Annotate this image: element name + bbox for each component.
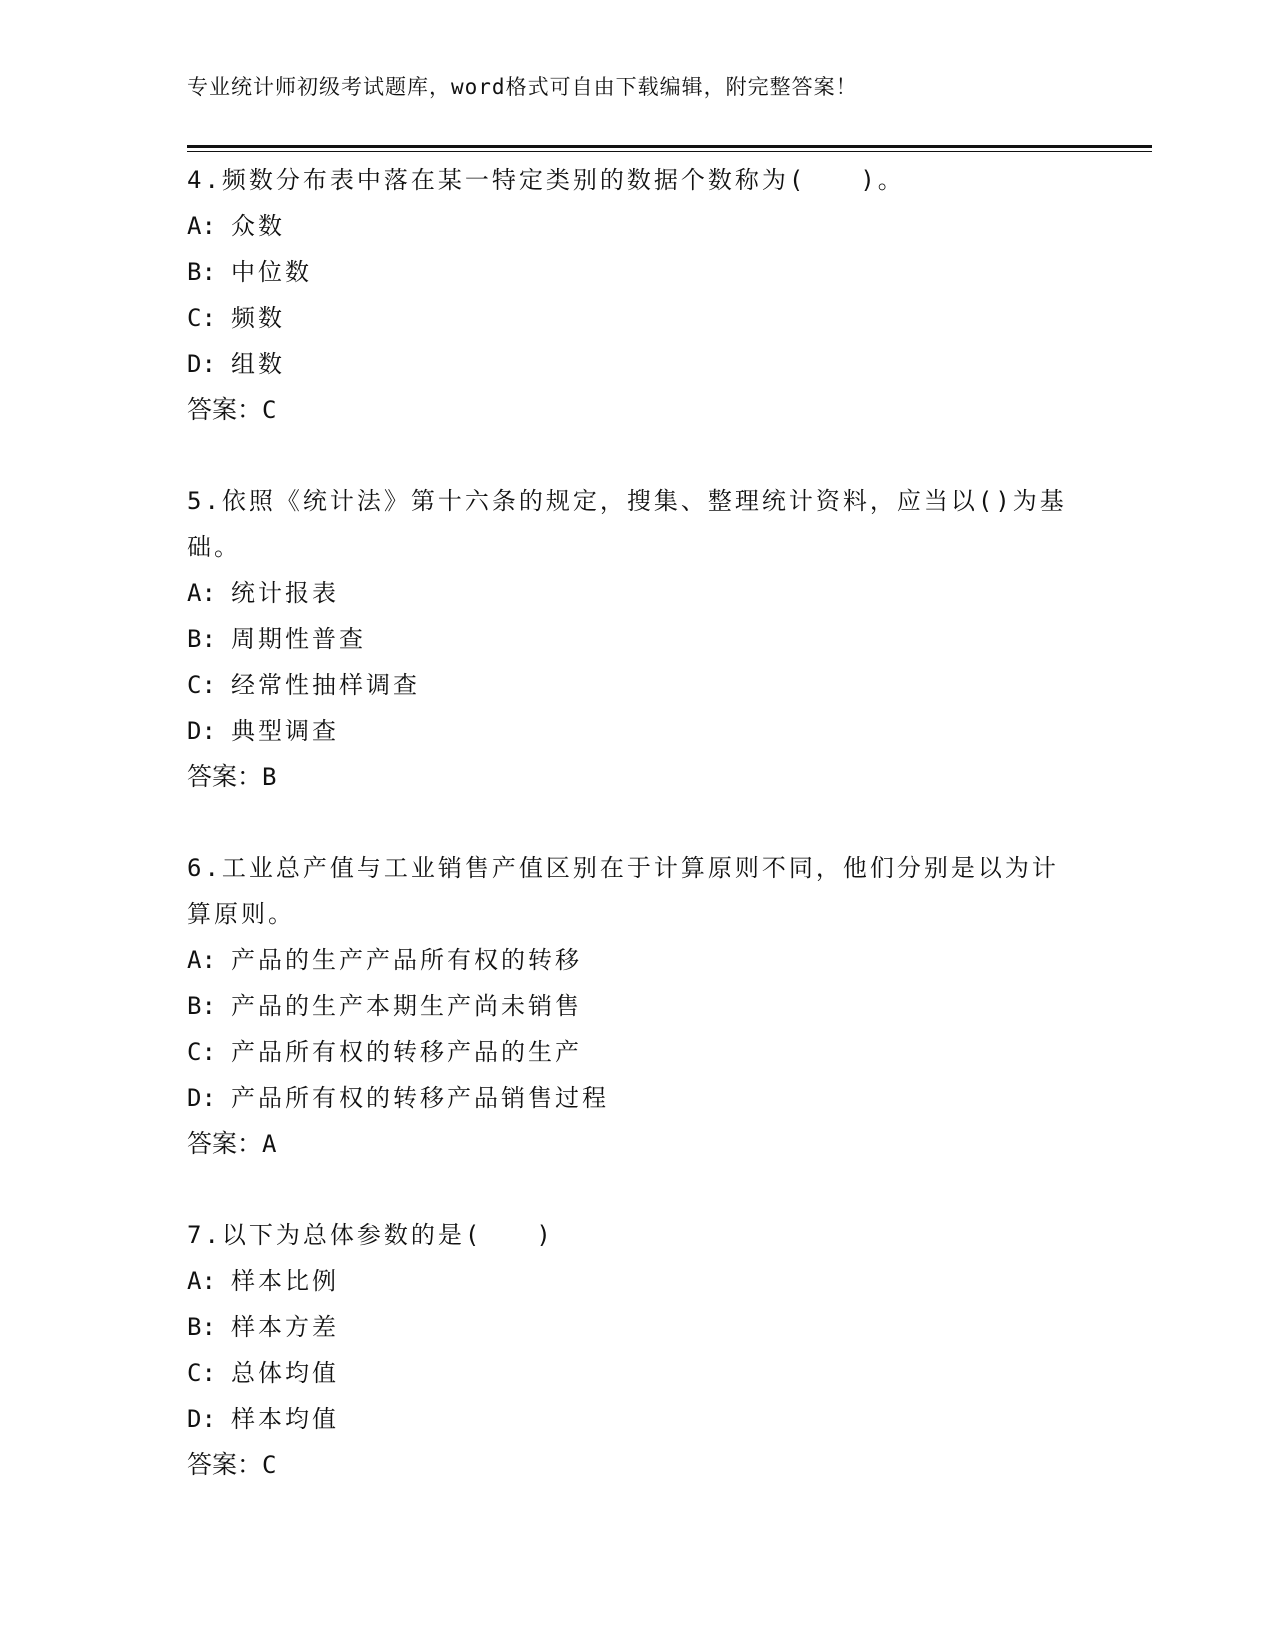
question-list: [187, 157, 1067, 1533]
option-text: 周期性普查: [231, 625, 366, 653]
option-letter: A:: [187, 946, 216, 974]
question-7: [187, 1212, 1067, 1488]
option-letter: C:: [187, 1038, 216, 1066]
question-4: [187, 157, 1067, 433]
answer-value: B: [262, 763, 277, 791]
answer-label: 答案：: [187, 1450, 263, 1479]
option-c: [187, 295, 1067, 341]
question-5: [187, 478, 1067, 800]
option-letter: D:: [187, 1084, 216, 1112]
question-text: 4.频数分布表中落在某一特定类别的数据个数称为( )。: [187, 166, 905, 194]
option-b: [187, 616, 1067, 662]
option-d: [187, 341, 1067, 387]
answer-line: [187, 1442, 1067, 1488]
option-letter: B:: [187, 258, 216, 286]
question-6: [187, 845, 1067, 1167]
option-d: [187, 1075, 1067, 1121]
option-text: 总体均值: [231, 1359, 339, 1387]
option-text: 经常性抽样调查: [231, 671, 420, 699]
header-rule-thick: [187, 145, 1152, 148]
option-d: [187, 1396, 1067, 1442]
option-letter: A:: [187, 1267, 216, 1295]
option-text: 统计报表: [231, 579, 339, 607]
option-c: [187, 1350, 1067, 1396]
option-c: [187, 662, 1067, 708]
option-text: 样本方差: [231, 1313, 339, 1341]
option-text: 产品的生产产品所有权的转移: [231, 946, 582, 974]
option-b: [187, 249, 1067, 295]
option-letter: D:: [187, 350, 216, 378]
option-text: 典型调查: [231, 717, 339, 745]
answer-line: [187, 387, 1067, 433]
option-a: [187, 1258, 1067, 1304]
option-letter: C:: [187, 671, 216, 699]
option-text: 中位数: [231, 258, 312, 286]
answer-label: 答案：: [187, 1129, 263, 1158]
option-text: 产品的生产本期生产尚未销售: [231, 992, 582, 1020]
question-text: 6.工业总产值与工业销售产值区别在于计算原则不同，他们分别是以为计算原则。: [187, 854, 1059, 928]
answer-line: [187, 1121, 1067, 1167]
answer-line: [187, 754, 1067, 800]
answer-label: 答案：: [187, 762, 263, 791]
option-letter: B:: [187, 992, 216, 1020]
option-letter: B:: [187, 1313, 216, 1341]
option-a: [187, 570, 1067, 616]
header-rule-thin: [187, 151, 1152, 152]
option-letter: A:: [187, 579, 216, 607]
option-text: 众数: [231, 212, 285, 240]
option-a: [187, 937, 1067, 983]
question-text: 5.依照《统计法》第十六条的规定，搜集、整理统计资料，应当以()为基础。: [187, 487, 1067, 561]
option-text: 产品所有权的转移产品销售过程: [231, 1084, 609, 1112]
option-letter: A:: [187, 212, 216, 240]
option-letter: C:: [187, 304, 216, 332]
answer-label: 答案：: [187, 395, 263, 424]
page-header: 专业统计师初级考试题库，word格式可自由下载编辑，附完整答案！: [187, 75, 858, 99]
option-a: [187, 203, 1067, 249]
option-d: [187, 708, 1067, 754]
option-c: [187, 1029, 1067, 1075]
option-b: [187, 983, 1067, 1029]
option-text: 产品所有权的转移产品的生产: [231, 1038, 582, 1066]
option-letter: D:: [187, 1405, 216, 1433]
answer-value: C: [262, 396, 277, 424]
answer-value: A: [262, 1130, 277, 1158]
question-text: 7.以下为总体参数的是( ): [187, 1221, 554, 1249]
option-b: [187, 1304, 1067, 1350]
answer-value: C: [262, 1451, 277, 1479]
option-text: 频数: [231, 304, 285, 332]
option-text: 组数: [231, 350, 285, 378]
option-text: 样本比例: [231, 1267, 339, 1295]
option-letter: D:: [187, 717, 216, 745]
option-letter: B:: [187, 625, 216, 653]
option-letter: C:: [187, 1359, 216, 1387]
option-text: 样本均值: [231, 1405, 339, 1433]
